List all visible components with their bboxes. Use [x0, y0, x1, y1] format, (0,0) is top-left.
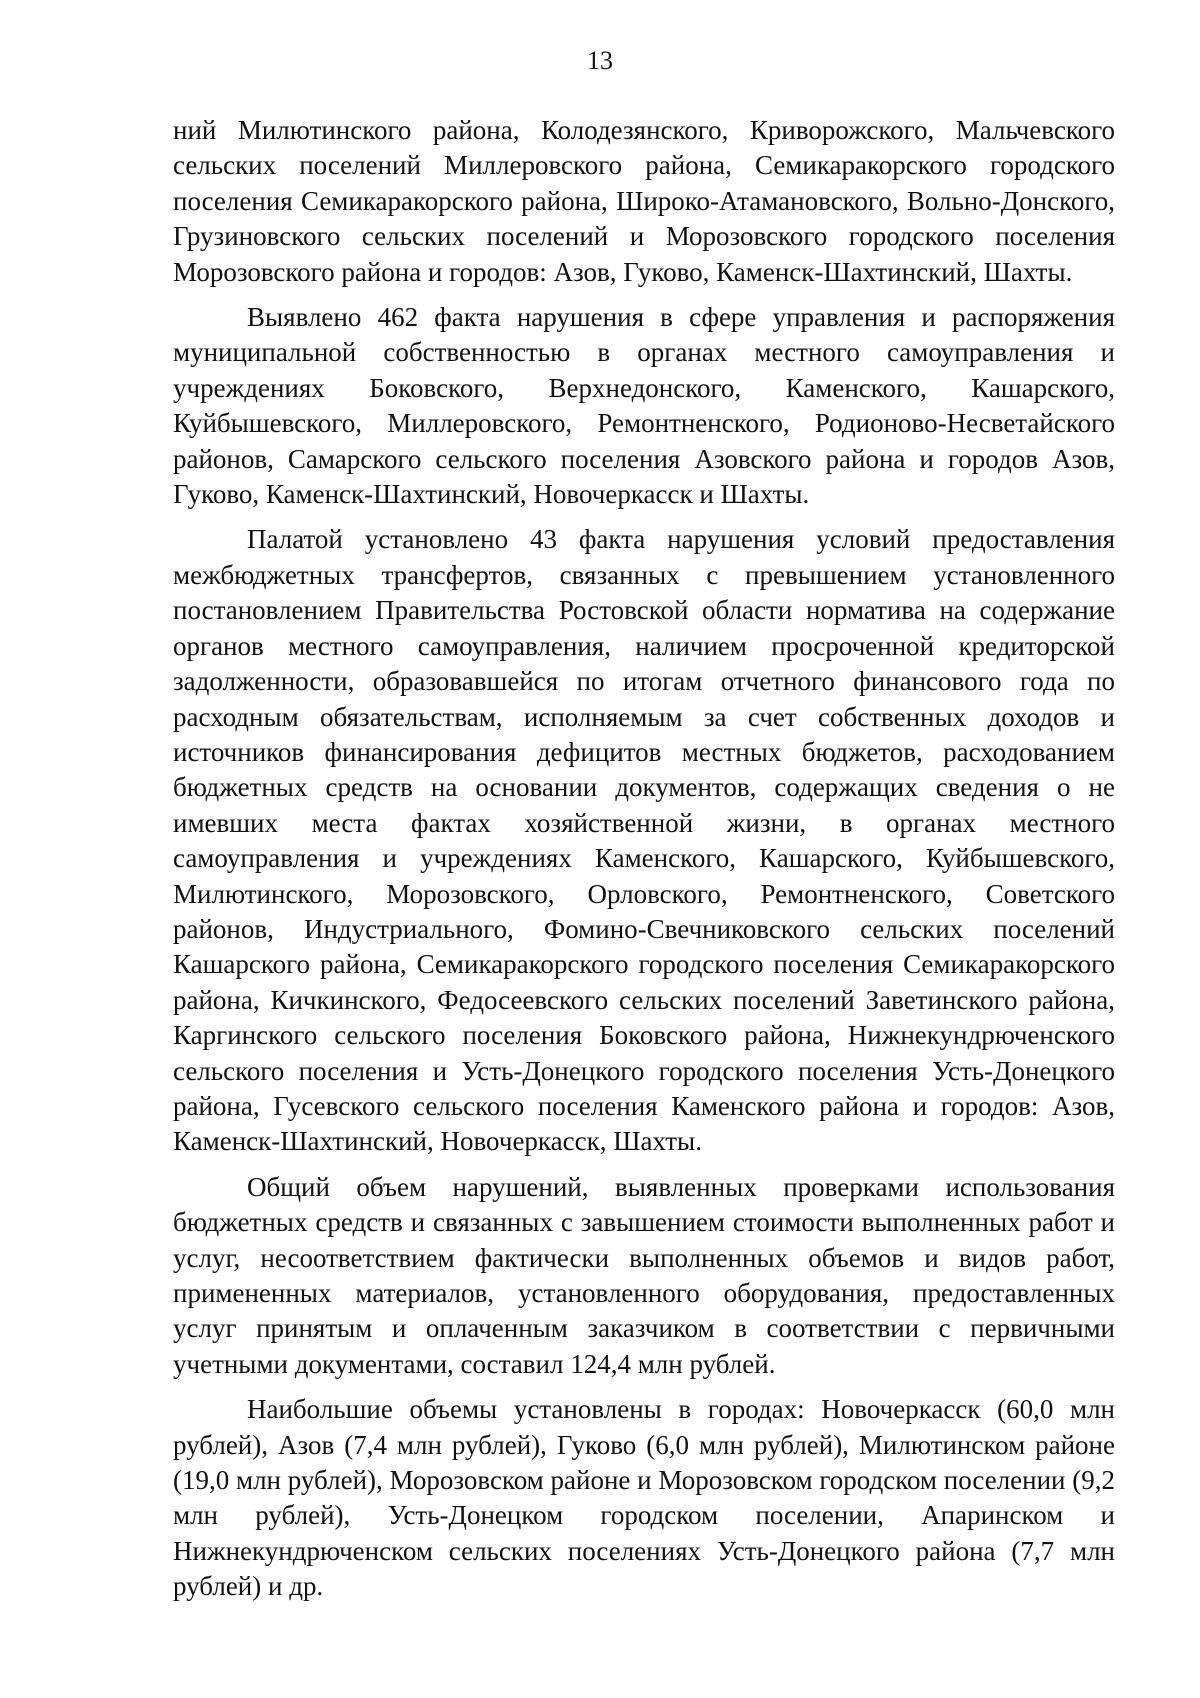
document-body [173, 113, 1115, 1605]
paragraph-transfer-violations: Палатой установлено 43 факта нарушения условий предоставления межбюджетных трансфертов, связанных с превышением установленного постановлением Правительства Ростовской области норматива на содержание органов местного самоуправления, наличием просроченной кредиторской задолженности, образовавшейся по итогам отчетного финансового года по расходным обязательствам, исполняемым за счет собственных доходов и источников финансирования дефицитов местных бюджетов, расходованием бюджетных средств на основании документов, содержащих сведения о не имевших места фактах хозяйственной жизни, в органах местного самоуправления и учреждениях Каменского, Кашарского, Куйбышевского, Милютинского, Морозовского, Орловского, Ремонтненского, Советского районов, Индустриального, Фомино-Свечниковского сельских поселений Кашарского района, Семикаракорского городского поселения Семикаракорского района, Кичкинского, Федосеевского сельских поселений Заветинского района, Каргинского сельского поселения Боковского района, Нижнекундрюченского сельского поселения и Усть-Донецкого городского поселения Усть-Донецкого района, Гусевского сельского поселения Каменского района и городов: Азов, Каменск-Шахтинский, Новочеркасск, Шахты. [173, 524, 1115, 1157]
page-number: 13 [587, 46, 613, 75]
paragraph-property-violations: Выявлено 462 факта нарушения в сфере управления и распоряжения муниципальной собственностью в органах местного самоуправления и учреждениях Боковского, Верхнедонского, Каменского, Кашарского, Куйбышевского, Миллеровского, Ремонтненского, Родионово-Несветайского районов, Самарского сельского поселения Азовского района и городов Азов, Гуково, Каменск-Шахтинский, Новочеркасск и Шахты. [173, 302, 1115, 510]
paragraph-continuation: ний Милютинского района, Колодезянского, Криворожского, Мальчевского сельских поселений Миллеровского района, Семикаракорского городского поселения Семикаракорского района, Широко-Атамановского, Вольно-Донского, Грузиновского сельских поселений и Морозовского городского поселения Морозовского района и городов: Азов, Гуково, Каменск-Шахтинский, Шахты. [173, 115, 1115, 287]
paragraph-total-violations: Общий объем нарушений, выявленных проверками использования бюджетных средств и связанных с завышением стоимости выполненных работ и услуг, несоответствием фактически выполненных объемов и видов работ, примененных материалов, установленного оборудования, предоставленных услуг принятым и оплаченным заказчиком в соответствии с первичными учетными документами, составил 124,4 млн рублей. [173, 1171, 1115, 1379]
paragraph-largest-volumes: Наибольшие объемы установлены в городах: Новочеркасск (60,0 млн рублей), Азов (7,4 млн рублей), Гуково (6,0 млн рублей), Милютинском районе (19,0 млн рублей), Морозовском районе и Морозовском городском поселении (9,2 млн рублей), Усть-Донецком городском поселении, Апаринском и Нижнекундрюченском сельских поселениях Усть-Донецкого района (7,7 млн рублей) и др. [173, 1394, 1115, 1602]
